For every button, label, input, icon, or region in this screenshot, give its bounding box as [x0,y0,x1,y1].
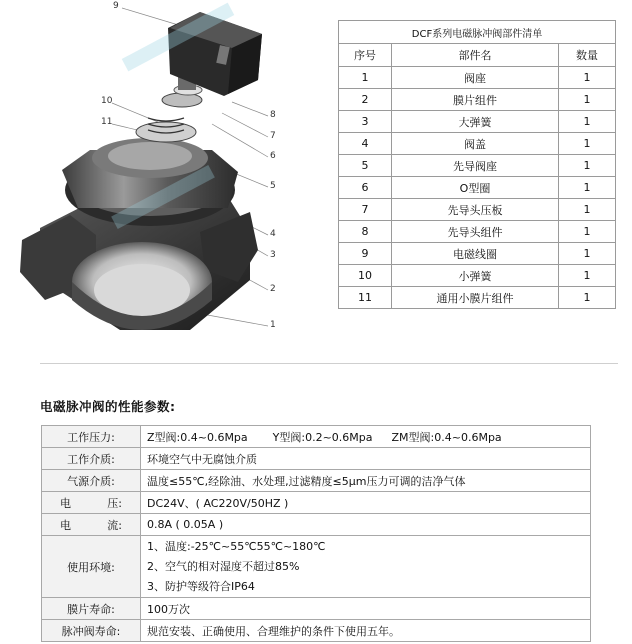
valve-life-value: 规范安装、正确使用、合理维护的条件下使用五年。 [141,620,591,642]
section-divider [40,363,618,364]
voltage-value: DC24V、( AC220V/50HZ ) [141,492,591,514]
part-name: 大弹簧 [392,111,559,133]
table-row [339,243,616,265]
diaphragm-life-label: 膜片寿命: [42,598,141,620]
pressure-z: Z型阀:0.4~0.6Mpa [147,430,248,444]
environment-label: 使用环境: [42,536,141,598]
table-row [339,177,616,199]
callout-11: 11 [101,117,113,127]
pressure-zm: ZM型阀:0.4~0.6Mpa [391,430,502,444]
part-no: 8 [339,221,392,243]
table-row [42,536,591,598]
callout-3: 3 [270,250,276,260]
table-row [339,67,616,89]
parts-col-no: 序号 [339,44,392,67]
part-name: 先导头压板 [392,199,559,221]
part-name: O型圈 [392,177,559,199]
parts-list-table [338,20,616,309]
table-row [339,287,616,309]
table-row [339,111,616,133]
callout-1: 1 [270,320,276,330]
part-name: 小弹簧 [392,265,559,287]
part-qty: 1 [559,155,616,177]
voltage-label [42,492,141,514]
parts-col-name: 部件名 [392,44,559,67]
part-no: 11 [339,287,392,309]
current-label [42,514,141,536]
table-row [339,133,616,155]
current-value: 0.8A ( 0.05A ) [141,514,591,536]
pressure-label: 工作压力: [42,426,141,448]
voltage-label-b: 压: [107,496,122,510]
table-row [42,598,591,620]
environment-line: 1、温度:-25℃~55℃55℃~180℃ [147,539,326,553]
table-row [339,265,616,287]
part-no: 10 [339,265,392,287]
table-row [42,426,591,448]
callout-2: 2 [270,284,276,294]
part-no: 5 [339,155,392,177]
current-label-b: 流: [107,518,122,532]
environment-values [141,536,591,598]
table-row [339,221,616,243]
part-qty: 1 [559,133,616,155]
part-no: 2 [339,89,392,111]
part-qty: 1 [559,89,616,111]
part-name: 通用小膜片组件 [392,287,559,309]
callout-9: 9 [113,1,119,11]
voltage-label-a: 电 [60,496,71,510]
part-name: 膜片组件 [392,89,559,111]
pressure-y: Y型阀:0.2~0.6Mpa [272,430,373,444]
source-label: 气源介质: [42,470,141,492]
table-row [339,89,616,111]
table-row [42,448,591,470]
callout-8: 8 [270,110,276,120]
table-row [339,155,616,177]
pressure-values [141,426,591,448]
valve-life-label: 脉冲阀寿命: [42,620,141,642]
medium-label: 工作介质: [42,448,141,470]
part-name: 阀盖 [392,133,559,155]
part-no: 7 [339,199,392,221]
parts-col-qty: 数量 [559,44,616,67]
source-value: 温度≤55℃,经除油、水处理,过滤精度≤5μm压力可调的洁净气体 [141,470,591,492]
part-name: 先导头组件 [392,221,559,243]
table-row [42,620,591,642]
parts-table-caption: DCF系列电磁脉冲阀部件清单 [339,21,616,44]
part-no: 1 [339,67,392,89]
part-name: 先导阀座 [392,155,559,177]
part-qty: 1 [559,199,616,221]
part-name: 电磁线圈 [392,243,559,265]
part-qty: 1 [559,221,616,243]
part-qty: 1 [559,265,616,287]
current-label-a: 电 [60,518,71,532]
part-qty: 1 [559,111,616,133]
part-qty: 1 [559,67,616,89]
environment-line: 3、防护等级符合IP64 [147,579,255,593]
part-qty: 1 [559,287,616,309]
callout-6: 6 [270,151,276,161]
callout-10: 10 [101,96,113,106]
performance-title: 电磁脉冲阀的性能参数: [40,399,176,414]
table-row [339,199,616,221]
table-row [42,492,591,514]
part-qty: 1 [559,243,616,265]
part-no: 6 [339,177,392,199]
callout-7: 7 [270,131,276,141]
medium-value: 环境空气中无腐蚀介质 [141,448,591,470]
table-row [42,514,591,536]
part-no: 9 [339,243,392,265]
callout-4: 4 [270,229,276,239]
environment-line: 2、空气的相对湿度不超过85% [147,559,300,573]
part-no: 3 [339,111,392,133]
diaphragm-life-value: 100万次 [141,598,591,620]
valve-exploded-diagram [0,0,336,345]
part-name: 阀座 [392,67,559,89]
performance-table [41,425,591,642]
part-no: 4 [339,133,392,155]
part-qty: 1 [559,177,616,199]
callout-5: 5 [270,181,276,191]
table-row [42,470,591,492]
